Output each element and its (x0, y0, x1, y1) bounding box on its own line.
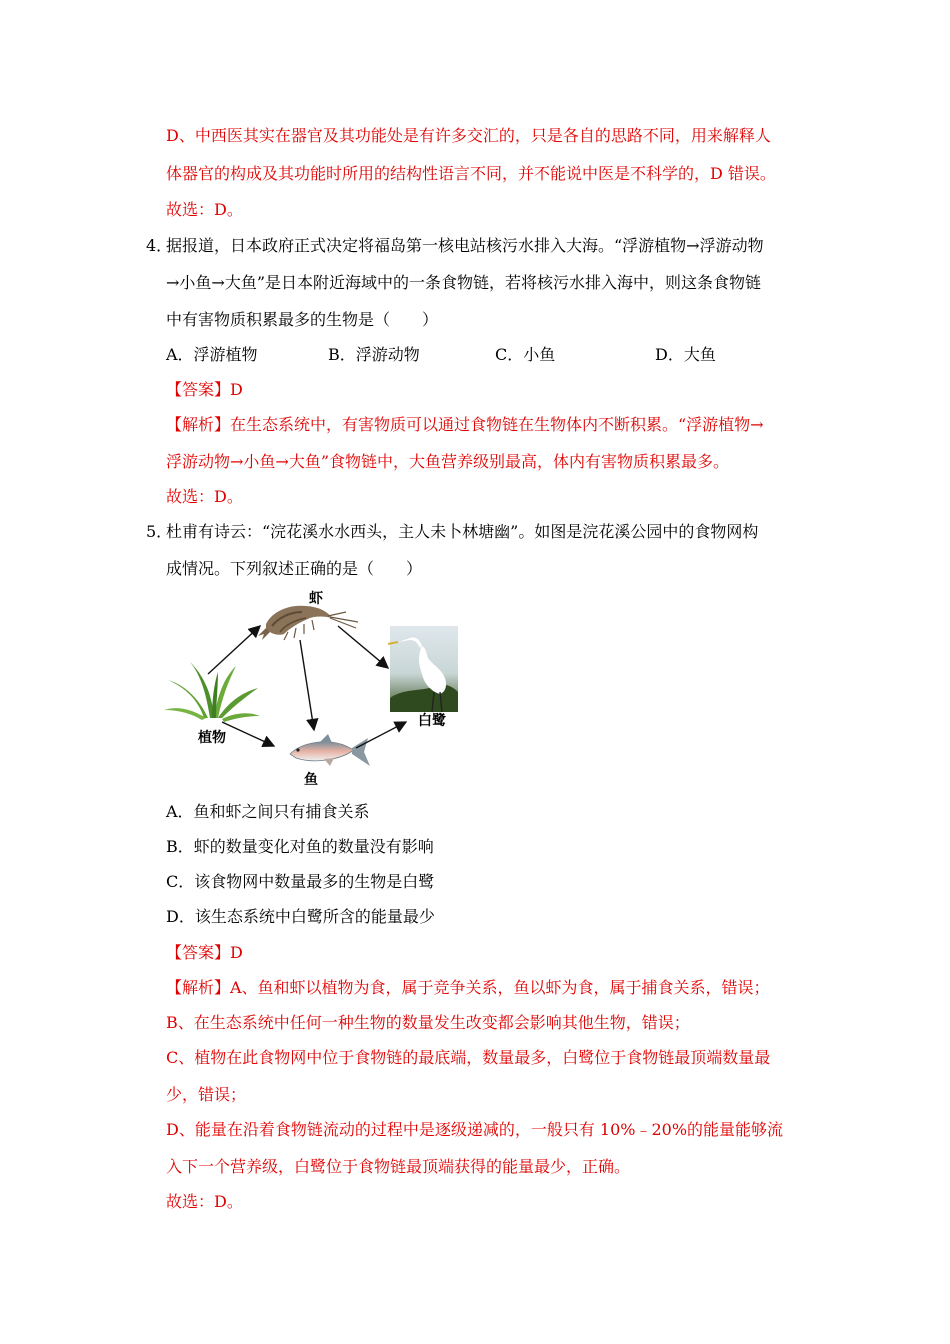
q5-option-d: D．该生态系统中白鹭所含的能量最少 (166, 907, 435, 926)
arrow-fish-to-egret (356, 722, 406, 748)
q4-analysis-line2: 浮游动物→小鱼→大鱼”食物链中，大鱼营养级别最高，体内有害物质积累最多。 (166, 452, 729, 471)
q4-option-c: C．小鱼 (495, 345, 556, 364)
shrimp-illustration (258, 606, 358, 640)
q3-analysis-d-line1: D、中西医其实在器官及其功能处是有许多交汇的，只是各自的思路不同，用来解释人 (166, 126, 771, 145)
q4-conclusion: 故选：D。 (166, 487, 243, 506)
q4-stem-line2: →小鱼→大鱼”是日本附近海域中的一条食物链，若将核污水排入海中，则这条食物链 (166, 273, 761, 292)
q4-number: 4． (146, 236, 173, 255)
label-plant: 植物 (198, 730, 226, 746)
egret-photo (388, 626, 458, 712)
q5-stem-line2: 成情况。下列叙述正确的是（ ） (166, 559, 423, 578)
q5-option-c: C．该食物网中数量最多的生物是白鹭 (166, 872, 435, 891)
q5-analysis-line6: 入下一个营养级，白鹭位于食物链最顶端获得的能量最少，正确。 (166, 1157, 631, 1176)
q4-stem-line3: 中有害物质积累最多的生物是（ ） (166, 310, 439, 329)
fish-illustration (290, 734, 370, 766)
q5-stem-line1: 杜甫有诗云：“浣花溪水水西头，主人未卜林塘幽”。如图是浣花溪公园中的食物网构 (166, 522, 759, 541)
q3-analysis-d-line2: 体器官的构成及其功能时所用的结构性语言不同，并不能说中医是不科学的，D 错误。 (166, 164, 776, 183)
q5-answer: 【答案】D (166, 943, 243, 962)
q4-stem-line1: 据报道，日本政府正式决定将福岛第一核电站核污水排入大海。“浮游植物→浮游动物 (166, 236, 764, 255)
q5-number: 5． (146, 522, 173, 541)
arrow-plant-to-shrimp (208, 626, 260, 674)
label-fish: 鱼 (304, 772, 318, 788)
q5-option-a: A．鱼和虾之间只有捕食关系 (166, 802, 370, 821)
q4-option-d: D．大鱼 (655, 345, 716, 364)
q4-analysis-line1: 【解析】在生态系统中，有害物质可以通过食物链在生物体内不断积累。“浮游植物→ (166, 415, 764, 434)
q4-option-a: A．浮游植物 (166, 345, 258, 364)
q5-option-b: B．虾的数量变化对鱼的数量没有影响 (166, 837, 434, 856)
label-egret: 白鹭 (418, 713, 446, 729)
q5-analysis-line5: D、能量在沿着食物链流动的过程中是逐级递减的，一般只有 10%﹣20%的能量能够流 (166, 1120, 784, 1139)
arrow-shrimp-to-fish (300, 640, 314, 730)
q5-analysis-line1: 【解析】A、鱼和虾以植物为食，属于竞争关系，鱼以虾为食，属于捕食关系，错误； (166, 978, 770, 997)
arrow-plant-to-fish (222, 722, 274, 746)
arrow-shrimp-to-egret (338, 626, 388, 668)
q5-analysis-line2: B、在生态系统中任何一种生物的数量发生改变都会影响其他生物，错误； (166, 1013, 690, 1032)
label-shrimp: 虾 (309, 591, 323, 607)
q5-conclusion: 故选：D。 (166, 1192, 243, 1211)
q3-conclusion: 故选：D。 (166, 200, 243, 219)
q5-analysis-line3: C、植物在此食物网中位于食物链的最底端，数量最多，白鹭位于食物链最顶端数量最 (166, 1048, 771, 1067)
food-web-figure (160, 588, 470, 788)
q5-analysis-line4: 少，错误； (166, 1085, 247, 1104)
q4-option-b: B．浮游动物 (328, 345, 420, 364)
q4-answer: 【答案】D (166, 380, 243, 399)
